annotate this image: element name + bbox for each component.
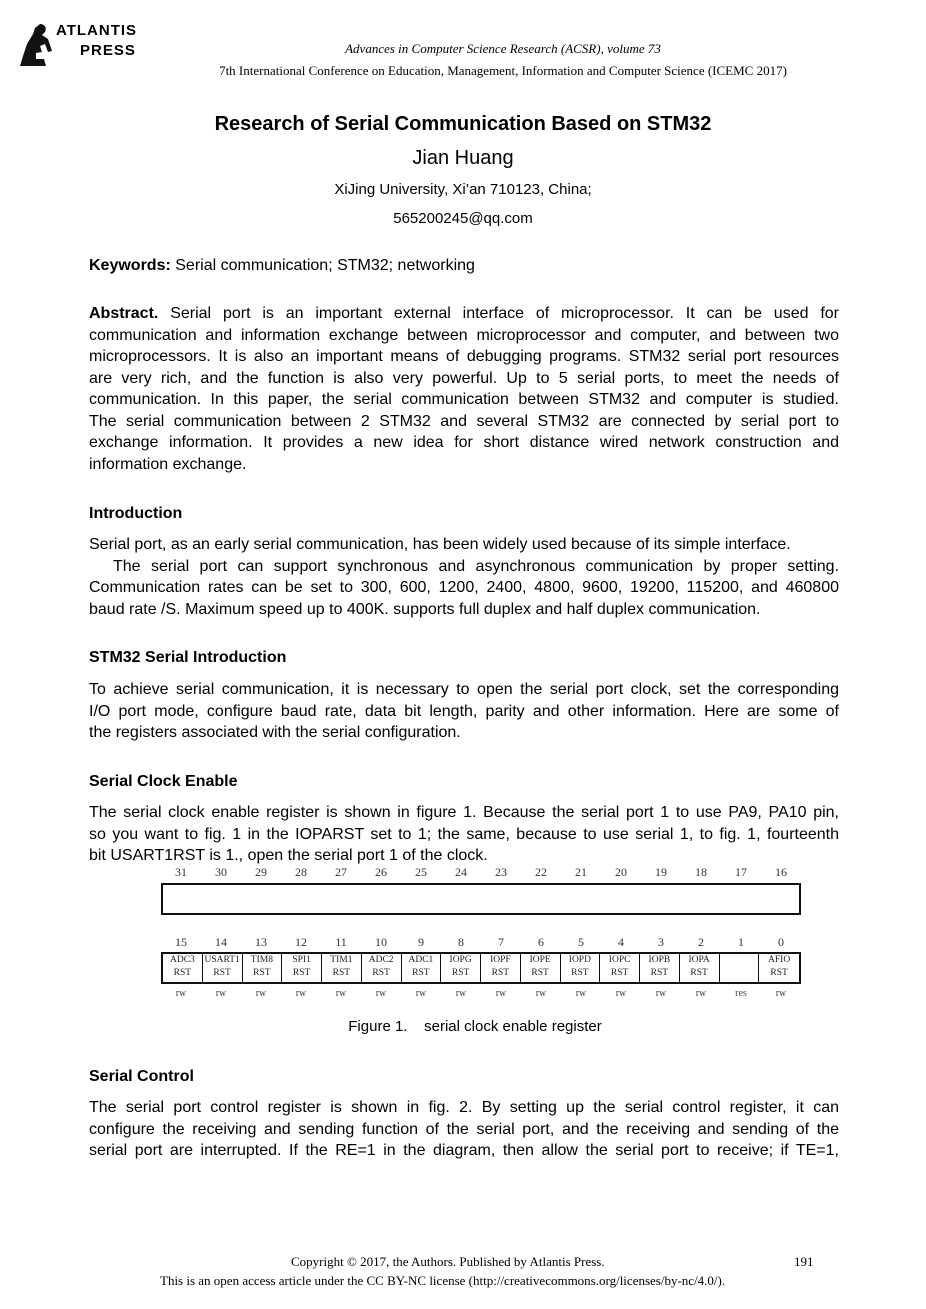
bit-number: 25 — [415, 865, 427, 879]
field-label: IOPF — [490, 955, 511, 965]
field-label: IOPD — [568, 955, 591, 965]
author-email: 565200245@qq.com — [393, 210, 533, 227]
logo-text-press: PRESS — [80, 42, 136, 59]
field-label: RST — [213, 968, 231, 978]
bit-number: 3 — [658, 935, 664, 949]
abstract — [89, 303, 839, 475]
bit-number: 14 — [215, 935, 227, 949]
register-field — [362, 954, 402, 982]
register-fields — [161, 952, 801, 984]
field-label: RST — [770, 968, 788, 978]
field-label: IOPB — [648, 955, 671, 965]
bit-number: 11 — [335, 935, 347, 949]
field-label: RST — [412, 968, 430, 978]
abstract-line: Serial port is an important external interface of microprocessor. It can be used for — [158, 305, 839, 322]
text-line: serial port are interrupted. If the RE=1 in the diagram, then allow the serial port to receive; if TE=1, — [89, 1142, 839, 1159]
abstract-line: The serial communication between 2 STM32 and several STM32 are connected by serial port to — [89, 412, 839, 430]
field-label: IOPE — [529, 955, 551, 965]
text-line: The serial port control register is shown in fig. 2. By setting up the serial control register, it can — [89, 1099, 839, 1116]
register-field — [282, 954, 322, 982]
bit-number: 29 — [255, 865, 267, 879]
field-label: TIM1 — [330, 955, 353, 965]
bit-number: 9 — [418, 935, 424, 949]
bit-number: 15 — [175, 935, 187, 949]
register-field — [561, 954, 601, 982]
text-line: To achieve serial communication, it is necessary to open the serial port clock, set the corresponding — [89, 681, 839, 698]
abstract-line: information exchange. — [89, 455, 247, 473]
field-label: ADC2 — [368, 955, 394, 965]
field-label: RST — [690, 968, 708, 978]
lower-bit-numbers — [161, 935, 801, 950]
bit-number: 12 — [295, 935, 307, 949]
section-heading-introduction: Introduction — [89, 505, 183, 522]
field-label: RST — [253, 968, 271, 978]
field-label: RST — [372, 968, 390, 978]
bit-number: 20 — [615, 865, 627, 879]
access-type: rw — [335, 988, 347, 999]
bit-number: 1 — [738, 935, 744, 949]
text-line: so you want to fig. 1 in the IOPARST set to 1; the same, because to use serial 1, to fig. 1, fourteenth — [89, 825, 839, 843]
register-field — [243, 954, 283, 982]
introduction-paragraph — [89, 534, 839, 620]
stm32-paragraph — [89, 679, 839, 744]
access-type: rw — [215, 988, 227, 999]
field-label: IOPG — [449, 955, 472, 965]
bit-number: 18 — [695, 865, 707, 879]
bit-number: 26 — [375, 865, 387, 879]
register-field — [720, 954, 760, 982]
access-type: rw — [615, 988, 627, 999]
field-label: ADC3 — [169, 955, 195, 965]
conference-header: 7th International Conference on Education, Management, Information and Computer Science (ICEMC 2017) — [219, 63, 787, 78]
bit-number: 4 — [618, 935, 624, 949]
field-label: RST — [571, 968, 589, 978]
register-field — [600, 954, 640, 982]
field-label: USART1 — [204, 955, 240, 965]
journal-header: Advances in Computer Science Research (ACSR), volume 73 — [345, 41, 661, 56]
serial-control-paragraph — [89, 1097, 839, 1162]
logo-text-atlantis: ATLANTIS — [56, 22, 138, 39]
bit-number: 10 — [375, 935, 387, 949]
field-label: RST — [531, 968, 549, 978]
access-type: rw — [295, 988, 307, 999]
access-type: rw — [455, 988, 467, 999]
bit-number: 2 — [698, 935, 704, 949]
access-types — [161, 988, 801, 999]
abstract-line: exchange information. It provides a new idea for short distance wired network construction and — [89, 434, 839, 451]
access-type: rw — [495, 988, 507, 999]
bit-number: 6 — [538, 935, 544, 949]
keywords-label: Keywords: — [89, 257, 171, 274]
register-field — [402, 954, 442, 982]
field-label: TIM8 — [250, 955, 273, 965]
bit-number: 31 — [175, 865, 187, 879]
clock-enable-paragraph — [89, 802, 839, 867]
figure-caption: Figure 1. serial clock enable register — [348, 1018, 602, 1035]
field-label: SPI1 — [292, 955, 311, 965]
license-footer: This is an open access article under the CC BY-NC license (http://creativecommons.org/licenses/by-nc/4.0/). — [160, 1273, 726, 1288]
abstract-line: are very rich, and the function is also very powerful. Up to 5 serial ports, to meet the needs of — [89, 369, 839, 387]
bit-number: 23 — [495, 865, 507, 879]
register-figure — [161, 865, 801, 999]
upper-bit-numbers — [161, 865, 801, 880]
text-line: Serial port, as an early serial communication, has been widely used because of its simple interface. — [89, 536, 791, 553]
abstract-label: Abstract. — [89, 305, 159, 322]
field-label: ADC1 — [408, 955, 434, 965]
bit-number: 0 — [778, 935, 784, 949]
bit-number: 13 — [255, 935, 267, 949]
copyright-footer: Copyright © 2017, the Authors. Published by Atlantis Press. — [291, 1254, 605, 1269]
access-type: rw — [375, 988, 387, 999]
abstract-line: communication. In this paper, the serial communication between STM32 and computer is studied. — [89, 391, 839, 408]
access-type: rw — [415, 988, 427, 999]
field-label: IOPA — [688, 955, 710, 965]
text-line: bit USART1RST is 1., open the serial port 1 of the clock. — [89, 847, 488, 864]
text-line: configure the receiving and sending function of the serial port, and the receiving and sending of the — [89, 1120, 839, 1138]
access-type: rw — [535, 988, 547, 999]
register-field — [163, 954, 203, 982]
bit-number: 19 — [655, 865, 667, 879]
text-line: Communication rates can be set to 300, 600, 1200, 2400, 4800, 9600, 19200, 115200, and 460800 — [89, 579, 839, 596]
bit-number: 7 — [498, 935, 504, 949]
text-line: The serial clock enable register is shown in figure 1. Because the serial port 1 to use PA9, PA10 pin, — [89, 804, 839, 821]
page-number: 191 — [794, 1254, 814, 1269]
register-field — [481, 954, 521, 982]
field-label: RST — [173, 968, 192, 978]
field-label: RST — [292, 968, 311, 978]
section-heading-stm32: STM32 Serial Introduction — [89, 649, 287, 666]
register-field — [759, 954, 799, 982]
abstract-line: communication and information exchange between microprocessor and computer, and between two — [89, 326, 839, 344]
register-field — [680, 954, 720, 982]
register-field — [640, 954, 680, 982]
access-type: rw — [655, 988, 667, 999]
field-label: RST — [451, 968, 470, 978]
access-type: rw — [695, 988, 707, 999]
section-heading-serial-control: Serial Control — [89, 1068, 194, 1085]
bit-number: 5 — [578, 935, 584, 949]
register-field — [203, 954, 243, 982]
section-heading-clock-enable: Serial Clock Enable — [89, 773, 238, 790]
field-label: RST — [332, 968, 351, 978]
access-type: rw — [575, 988, 587, 999]
bit-number: 8 — [458, 935, 464, 949]
access-type: res — [735, 988, 747, 999]
author-name: Jian Huang — [412, 147, 514, 169]
keywords-text: Serial communication; STM32; networking — [170, 257, 475, 274]
text-line: the registers associated with the serial configuration. — [89, 724, 461, 741]
access-type: rw — [175, 988, 187, 999]
bit-number: 17 — [735, 865, 747, 879]
affiliation: XiJing University, Xi’an 710123, China; — [334, 181, 592, 198]
field-label: RST — [610, 968, 629, 978]
paper-title: Research of Serial Communication Based on STM32 — [214, 113, 712, 135]
text-line: The serial port can support synchronous and asynchronous communication by proper setting. — [113, 557, 839, 575]
bit-number: 27 — [335, 865, 347, 879]
register-field — [322, 954, 362, 982]
register-field — [521, 954, 561, 982]
access-type: rw — [775, 988, 787, 999]
text-line: baud rate /S. Maximum speed up to 400K. supports full duplex and half duplex communication. — [89, 600, 761, 618]
access-type: rw — [255, 988, 267, 999]
bit-number: 24 — [455, 865, 467, 879]
keywords — [89, 257, 475, 275]
upper-register-box — [161, 883, 801, 915]
register-field — [441, 954, 481, 982]
bit-number: 16 — [775, 865, 787, 879]
bit-number: 30 — [215, 865, 227, 879]
field-label: RST — [650, 968, 669, 978]
bit-number: 28 — [295, 865, 307, 879]
field-label: RST — [491, 968, 510, 978]
bit-number: 22 — [535, 865, 547, 879]
text-line: I/O port mode, configure baud rate, data bit length, parity and other information. Here are some of — [89, 702, 839, 720]
bit-number: 21 — [575, 865, 587, 879]
field-label: IOPC — [608, 955, 631, 965]
field-label: AFIO — [768, 955, 791, 965]
abstract-line: microprocessors. It is also an important means of debugging programs. STM32 serial port resources — [89, 348, 839, 365]
